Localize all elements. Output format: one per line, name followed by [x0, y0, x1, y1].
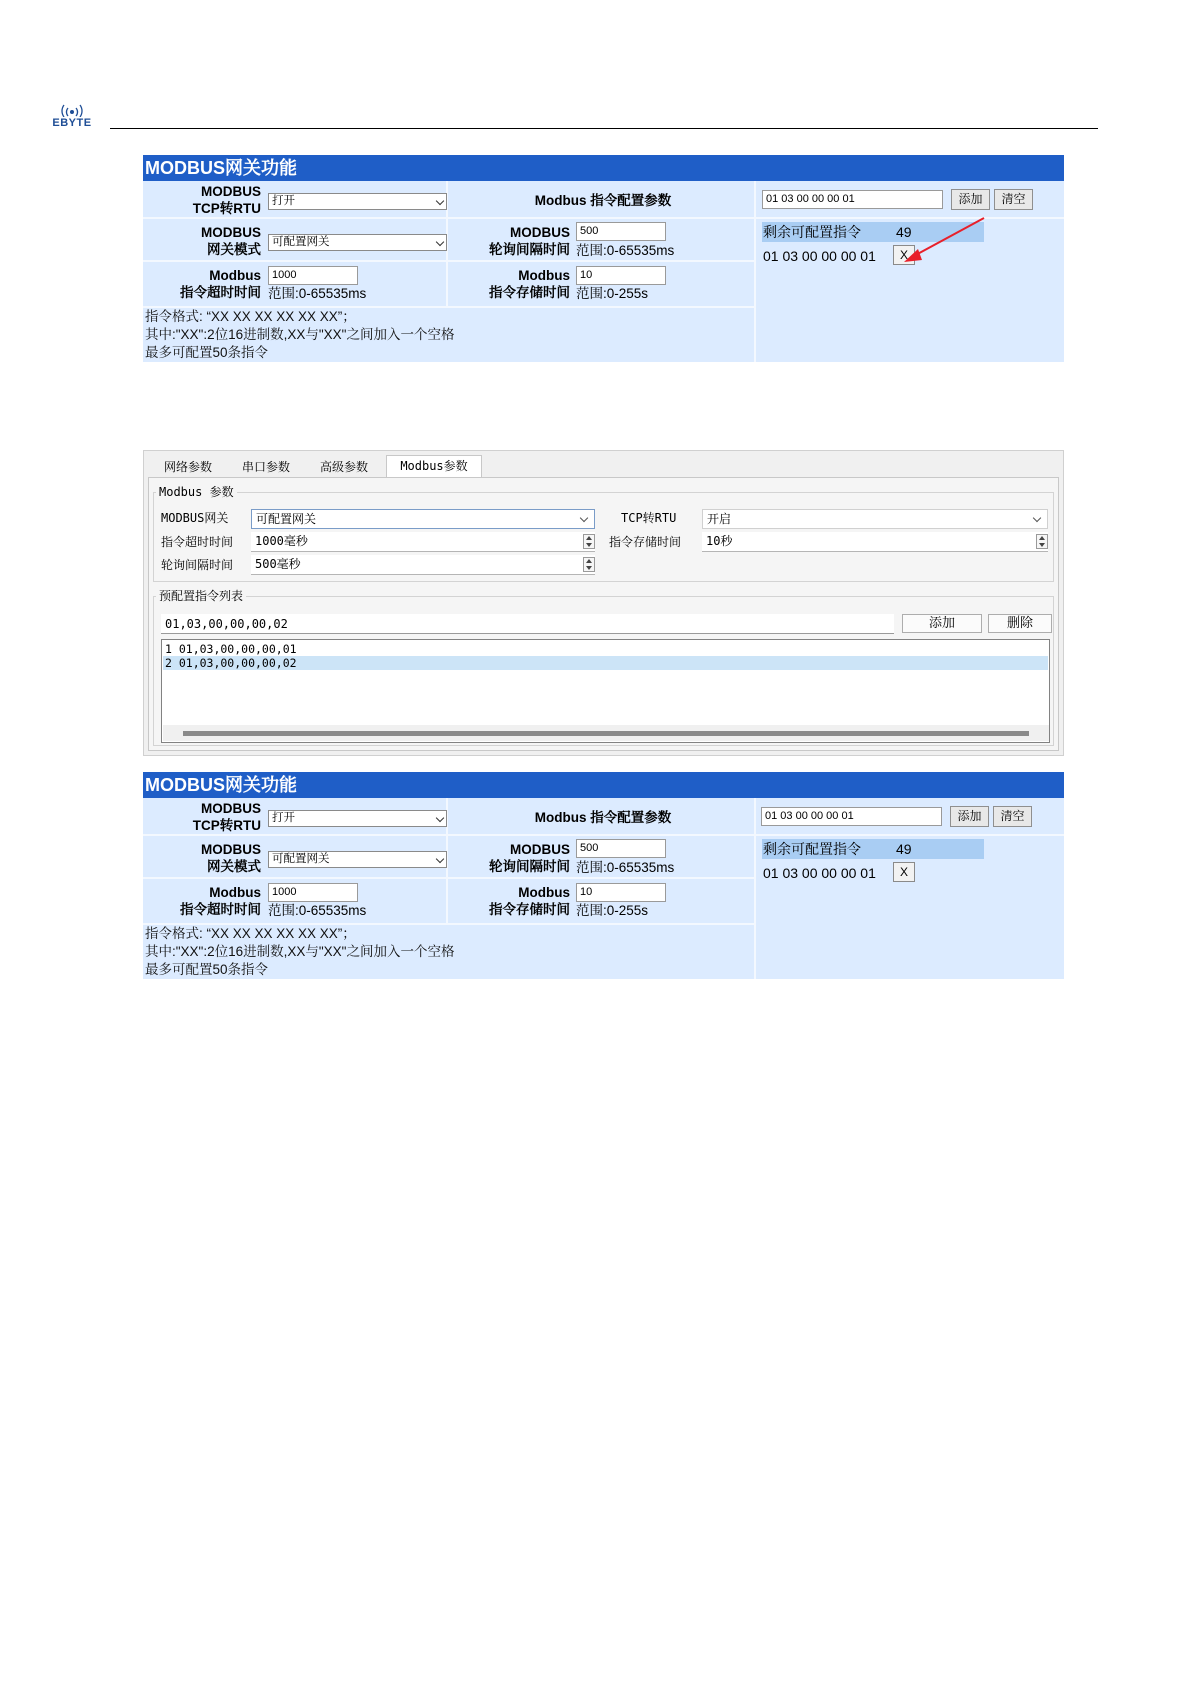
gateway-mode-label	[153, 841, 261, 875]
modbus-params-title: Modbus 参数	[156, 485, 237, 499]
panel-title: MODBUS网关功能	[143, 772, 1064, 798]
preset-cmd-title: 预配置指令列表	[156, 589, 246, 603]
spin-arrows-icon[interactable]	[1036, 534, 1048, 549]
chevron-down-icon	[436, 814, 444, 822]
label-line: 指令超时时间	[180, 902, 261, 917]
tab-serial[interactable]: 串口参数	[241, 460, 290, 474]
list-item-selected[interactable]: 2 01,03,00,00,00,02	[163, 656, 1048, 670]
note-max: 最多可配置50条指令	[145, 962, 269, 977]
configured-cmd: 01 03 00 00 00 01	[763, 865, 876, 881]
spin-arrows-icon[interactable]	[583, 557, 595, 572]
select-value: 打开	[272, 195, 295, 207]
label-line: Modbus	[518, 885, 570, 900]
remaining-commands	[762, 839, 984, 859]
storage-spinner[interactable]	[702, 532, 1048, 552]
cmd-storage-range: 范围:0-255s	[576, 903, 649, 918]
list-item[interactable]: 1 01,03,00,00,00,01	[165, 642, 297, 656]
modbus-gateway-panel-2	[143, 772, 1064, 979]
cmd-timeout-range: 范围:0-65535ms	[268, 903, 367, 918]
label-line: MODBUS	[201, 842, 261, 857]
modbus-gateway-panel	[143, 155, 1064, 362]
row-divider	[143, 260, 754, 262]
chevron-down-icon	[580, 514, 588, 522]
label-line: 轮询间隔时间	[489, 859, 570, 874]
cmd-config-input[interactable]: 01 03 00 00 00 01	[762, 190, 943, 209]
note-max: 最多可配置50条指令	[145, 345, 269, 360]
label-line: TCP转RTU	[192, 818, 261, 833]
label-line: MODBUS	[201, 184, 261, 199]
tcp-rtu-label	[153, 183, 261, 217]
cmd-list[interactable]	[161, 639, 1050, 743]
label-line: MODBUS	[201, 225, 261, 240]
add-button[interactable]: 添加	[902, 614, 982, 633]
header-divider	[110, 128, 1098, 129]
tcp-rtu-label: TCP转RTU	[621, 511, 677, 525]
red-arrow-icon	[898, 215, 988, 265]
label-line: 指令存储时间	[489, 285, 570, 300]
label-line: Modbus	[209, 885, 261, 900]
poll-interval-label	[453, 841, 570, 875]
poll-interval-range: 范围:0-65535ms	[576, 243, 675, 258]
config-tool-window	[143, 450, 1064, 756]
label-line: 指令超时时间	[180, 285, 261, 300]
scrollbar-thumb[interactable]	[183, 731, 1029, 736]
cmd-config-input[interactable]: 01 03 00 00 00 01	[761, 807, 942, 826]
poll-interval-range: 范围:0-65535ms	[576, 860, 675, 875]
spinner-value: 10秒	[706, 534, 733, 548]
tcp-rtu-label	[153, 800, 261, 834]
storage-label: 指令存储时间	[609, 535, 682, 549]
tcp-rtu-select[interactable]	[268, 193, 447, 210]
chevron-down-icon	[436, 238, 444, 246]
add-button[interactable]: 添加	[950, 806, 989, 827]
timeout-spinner[interactable]	[251, 532, 595, 552]
poll-interval-label	[453, 224, 570, 258]
cmd-timeout-label	[153, 267, 261, 301]
label-line: Modbus	[518, 268, 570, 283]
poll-interval-input[interactable]: 500	[576, 222, 666, 241]
label-line: 指令存储时间	[489, 902, 570, 917]
cmd-storage-label	[453, 884, 570, 918]
note-format: 指令格式: “XX XX XX XX XX XX”；	[145, 926, 356, 941]
spin-arrows-icon[interactable]	[583, 534, 595, 549]
delete-cmd-button[interactable]: X	[893, 862, 915, 882]
wireless-signal-icon	[60, 103, 84, 117]
chevron-down-icon	[436, 855, 444, 863]
horizontal-scrollbar[interactable]	[163, 725, 1049, 741]
tcp-rtu-select[interactable]	[268, 810, 447, 827]
tab-content	[148, 477, 1059, 751]
label-line: 网关模式	[207, 859, 261, 874]
column-divider	[754, 798, 756, 979]
panel-title: MODBUS网关功能	[143, 155, 1064, 181]
spinner-value: 1000毫秒	[255, 534, 308, 548]
delete-cmd-button[interactable]: X	[893, 245, 915, 265]
row-divider	[143, 217, 754, 219]
poll-spinner[interactable]	[251, 555, 595, 575]
select-value: 可配置网关	[256, 512, 317, 526]
note-hex: 其中:"XX":2位16进制数,XX与"XX"之间加入一个空格	[145, 327, 455, 342]
gateway-label: MODBUS网关	[161, 511, 229, 525]
cmd-input[interactable]: 01,03,00,00,00,02	[161, 614, 894, 634]
poll-label: 轮询间隔时间	[161, 558, 234, 572]
clear-button[interactable]: 清空	[993, 806, 1032, 827]
remaining-count: 49	[896, 841, 912, 857]
select-value: 打开	[272, 812, 295, 824]
row-divider	[143, 834, 754, 836]
clear-button[interactable]: 清空	[994, 189, 1033, 210]
label-line: MODBUS	[510, 842, 570, 857]
gateway-mode-select[interactable]	[268, 851, 447, 868]
cmd-timeout-range: 范围:0-65535ms	[268, 286, 367, 301]
column-divider	[754, 181, 756, 362]
tab-advanced[interactable]: 高级参数	[319, 460, 368, 474]
cmd-config-label: Modbus 指令配置参数	[534, 810, 672, 825]
label-line: MODBUS	[201, 801, 261, 816]
cmd-timeout-input[interactable]: 1000	[268, 883, 358, 902]
select-value: 可配置网关	[272, 236, 330, 248]
configured-cmd: 01 03 00 00 00 01	[763, 248, 876, 264]
label-line: MODBUS	[510, 225, 570, 240]
chevron-down-icon	[1033, 514, 1041, 522]
spinner-value: 500毫秒	[255, 557, 301, 571]
chevron-down-icon	[436, 197, 444, 205]
add-button[interactable]: 添加	[951, 189, 990, 210]
timeout-label: 指令超时时间	[161, 535, 234, 549]
label-line: 网关模式	[207, 242, 261, 257]
poll-interval-input[interactable]: 500	[576, 839, 666, 858]
delete-button[interactable]: 删除	[988, 614, 1052, 633]
remaining-count: 49	[896, 224, 912, 240]
cmd-timeout-label	[153, 884, 261, 918]
cmd-storage-range: 范围:0-255s	[576, 286, 649, 301]
select-value: 可配置网关	[272, 853, 330, 865]
cmd-config-label: Modbus 指令配置参数	[534, 193, 672, 208]
note-hex: 其中:"XX":2位16进制数,XX与"XX"之间加入一个空格	[145, 944, 455, 959]
gateway-select[interactable]	[251, 509, 595, 529]
note-format: 指令格式: “XX XX XX XX XX XX”；	[145, 309, 356, 324]
select-value: 开启	[707, 512, 732, 526]
label-line: TCP转RTU	[192, 201, 261, 216]
logo-text: EBYTE	[52, 117, 92, 129]
cmd-storage-input[interactable]: 10	[576, 266, 666, 285]
label-line: Modbus	[209, 268, 261, 283]
tcp-rtu-select[interactable]	[702, 509, 1048, 529]
row-divider	[754, 834, 1064, 836]
cmd-storage-input[interactable]: 10	[576, 883, 666, 902]
cmd-timeout-input[interactable]: 1000	[268, 266, 358, 285]
tab-network[interactable]: 网络参数	[163, 460, 212, 474]
tab-modbus[interactable]: Modbus参数	[386, 455, 482, 477]
row-divider	[143, 877, 754, 879]
remaining-label: 剩余可配置指令	[763, 224, 861, 240]
remaining-label: 剩余可配置指令	[763, 841, 861, 857]
gateway-mode-select[interactable]	[268, 234, 447, 251]
gateway-mode-label	[153, 224, 261, 258]
label-line: 轮询间隔时间	[489, 242, 570, 257]
cmd-storage-label	[453, 267, 570, 301]
ebyte-logo	[44, 103, 100, 129]
